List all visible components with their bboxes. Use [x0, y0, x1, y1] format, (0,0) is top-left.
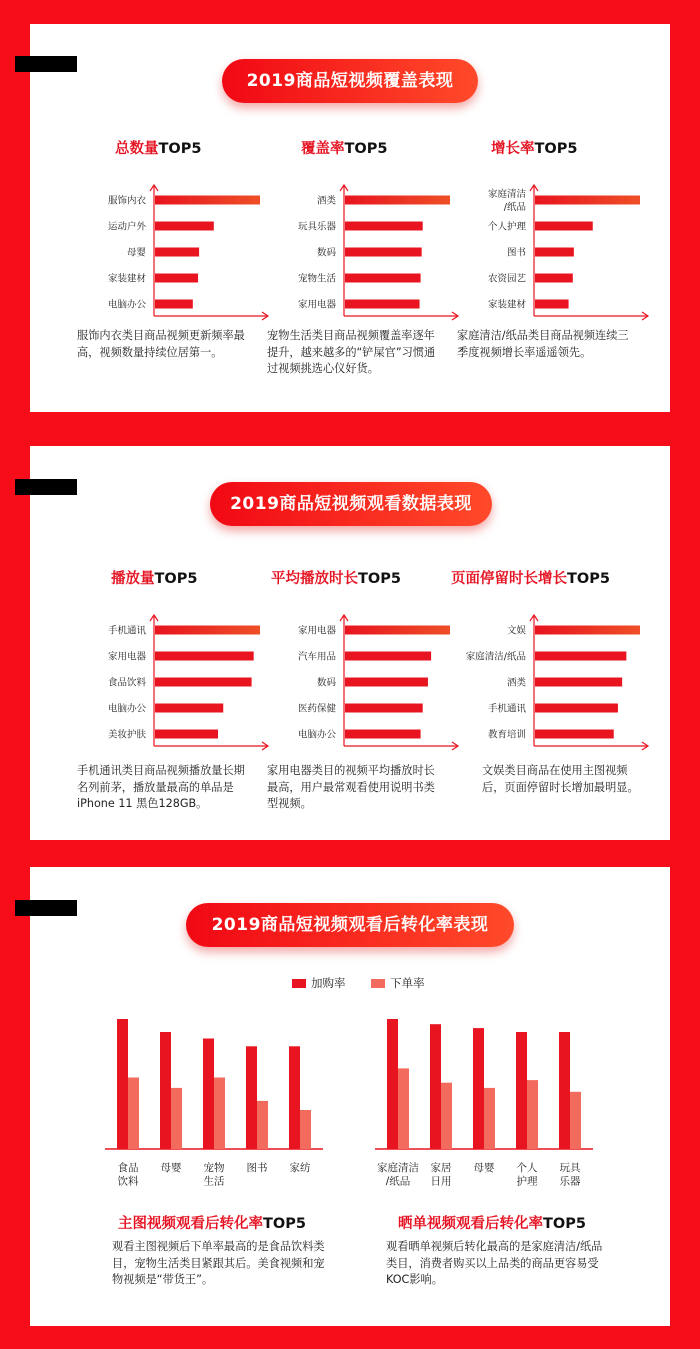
stay-time-growth-chart: [454, 610, 634, 770]
bar: [535, 300, 569, 309]
legend: [292, 975, 425, 991]
chart-description: 文娱类目商品在使用主图视频后，页面停留时长增加最明显。: [482, 764, 639, 794]
section-title-coverage: 2019商品短视频覆盖表现: [222, 59, 478, 103]
bar: [155, 222, 214, 231]
category-label: 医药保健: [297, 703, 336, 715]
category-label: 图书: [246, 1162, 268, 1174]
bar: [535, 704, 618, 713]
category-label: 乐器: [559, 1175, 581, 1188]
bar: [345, 274, 421, 283]
bar: [345, 652, 431, 661]
chart-title: 增长率TOP5: [491, 141, 578, 157]
category-label: 图书: [506, 247, 526, 259]
category-label: 个人护理: [487, 221, 526, 233]
bar: [155, 274, 198, 283]
chart-title: 总数量TOP5: [115, 141, 202, 157]
chart-description: 服饰内衣类目商品视频更新频率最高，视频数量持续位居第一。: [77, 329, 245, 359]
category-label: 汽车用品: [297, 651, 336, 663]
bar: [535, 274, 573, 283]
bar: [535, 196, 640, 205]
category-label: 电脑办公: [107, 299, 146, 311]
category-label: 美妆护肤: [107, 729, 146, 741]
category-label: 手机通讯: [107, 625, 146, 637]
bar-add-to-cart: [473, 1028, 484, 1149]
legend-item: 下单率: [371, 976, 425, 990]
bar: [535, 652, 626, 661]
category-label: 家庭清洁: [377, 1162, 419, 1174]
bar: [345, 222, 423, 231]
bar-order: [484, 1088, 495, 1149]
bar: [345, 626, 450, 635]
chart-title: 覆盖率TOP5: [301, 141, 388, 157]
section-title-viewing: 2019商品短视频观看数据表现: [210, 482, 492, 526]
bar: [155, 678, 252, 687]
category-label: 家装建材: [107, 273, 146, 285]
category-label: 玩具乐器: [297, 221, 336, 233]
legend-item: 加购率: [292, 976, 346, 990]
bar-add-to-cart: [246, 1046, 257, 1149]
chart-description: 观看晒单视频后转化最高的是家庭清洁/纸品类目，消费者购买以上品类的商品更容易受KOC影响。: [386, 1240, 603, 1286]
bar: [155, 704, 223, 713]
bar-add-to-cart: [430, 1024, 441, 1149]
bar-order: [398, 1068, 409, 1149]
category-label: 手机通讯: [487, 703, 526, 715]
bar: [155, 196, 260, 205]
chart-description: 手机通讯类目商品视频播放量长期名列前茅，播放量最高的单品是iPhone 11 黑色128GB。: [77, 764, 245, 810]
bar-add-to-cart: [117, 1019, 128, 1149]
growth-rate-chart: [454, 180, 634, 340]
section-tab: [15, 900, 77, 916]
bar-order: [171, 1088, 182, 1149]
category-label: 日用: [430, 1175, 452, 1188]
bar-order: [300, 1110, 311, 1149]
bar: [345, 196, 450, 205]
bar-add-to-cart: [387, 1019, 398, 1149]
category-label: 运动户外: [107, 221, 146, 233]
bar-order: [441, 1083, 452, 1149]
category-label: 饮料: [117, 1175, 139, 1188]
category-label: 家装建材: [487, 299, 526, 311]
category-label: 宠物生活: [297, 273, 336, 285]
legend-swatch: [371, 979, 385, 988]
category-label: 服饰内衣: [107, 195, 146, 207]
chart-title: 页面停留时长增长TOP5: [451, 571, 610, 587]
category-label: 教育培训: [487, 729, 526, 741]
section-title-conversion: 2019商品短视频观看后转化率表现: [186, 903, 514, 947]
category-label: 家用电器: [297, 299, 336, 311]
category-label: 家纺: [289, 1162, 311, 1174]
category-label: 护理: [516, 1175, 538, 1188]
chart-description: 宠物生活类目商品视频覆盖率逐年提升，越来越多的“铲屎官”习惯通过视频挑选心仪好货。: [267, 329, 436, 375]
bar: [535, 222, 593, 231]
review-video-conversion-chart: [375, 1005, 585, 1195]
category-label: 数码: [316, 247, 336, 259]
bar-order: [257, 1101, 268, 1149]
category-label: 家用电器: [107, 651, 146, 663]
category-label: 家庭清洁: [487, 189, 526, 200]
category-label: 酒类: [316, 195, 336, 207]
chart-title: 晒单视频观看后转化率TOP5: [398, 1216, 586, 1232]
category-label: 农资园艺: [487, 273, 526, 285]
bar: [155, 300, 193, 309]
bar: [155, 730, 218, 739]
category-label: 数码: [316, 677, 336, 689]
section-tab: [15, 479, 77, 495]
category-label: 玩具: [559, 1162, 581, 1174]
bar: [345, 300, 420, 309]
category-label: 宠物: [203, 1162, 225, 1174]
chart-description: 家用电器类目的视频平均播放时长最高，用户最常观看使用说明书类型视频。: [267, 764, 435, 810]
category-label: /纸品: [503, 202, 526, 213]
bar-add-to-cart: [203, 1039, 214, 1150]
bar-order: [570, 1092, 581, 1149]
bar-add-to-cart: [559, 1032, 570, 1149]
avg-play-time-chart: [264, 610, 444, 770]
category-label: 酒类: [506, 677, 526, 689]
legend-swatch: [292, 979, 306, 988]
chart-description: 家庭清洁/纸品类目商品视频连续三季度视频增长率遥遥领先。: [457, 329, 629, 359]
bar-add-to-cart: [289, 1046, 300, 1149]
bar-add-to-cart: [160, 1032, 171, 1149]
category-label: 母婴: [160, 1162, 182, 1174]
bar: [535, 626, 640, 635]
chart-description: 观看主图视频后下单率最高的是食品饮料类目，宠物生活类目紧跟其后。美食视频和宠物视频是“带货王”。: [112, 1240, 325, 1286]
bar-add-to-cart: [516, 1032, 527, 1149]
category-label: 生活: [203, 1175, 225, 1188]
chart-title: 主图视频观看后转化率TOP5: [118, 1216, 306, 1232]
bar: [535, 730, 614, 739]
bar: [345, 730, 421, 739]
coverage-panel: [30, 24, 670, 412]
bar: [345, 704, 423, 713]
category-label: 母婴: [126, 247, 146, 259]
category-label: 电脑办公: [107, 703, 146, 715]
bar: [155, 248, 199, 257]
bar-order: [527, 1080, 538, 1149]
total-count-chart: [74, 180, 254, 340]
category-label: 家庭清洁/纸品: [465, 651, 526, 663]
chart-title: 平均播放时长TOP5: [271, 571, 401, 587]
bar: [535, 678, 622, 687]
category-label: 食品: [117, 1162, 139, 1174]
viewing-panel: [30, 446, 670, 840]
category-label: 家用电器: [297, 625, 336, 637]
category-label: /纸品: [385, 1175, 411, 1188]
main-video-conversion-chart: [105, 1005, 315, 1195]
bar: [155, 626, 260, 635]
play-count-chart: [74, 610, 254, 770]
category-label: 母婴: [473, 1162, 495, 1174]
category-label: 家居: [430, 1162, 452, 1174]
section-tab: [15, 56, 77, 72]
coverage-rate-chart: [264, 180, 444, 340]
category-label: 个人: [516, 1162, 538, 1174]
category-label: 食品饮料: [107, 677, 146, 689]
chart-title: 播放量TOP5: [111, 571, 198, 587]
bar: [535, 248, 574, 257]
bar: [155, 652, 254, 661]
bar: [345, 248, 422, 257]
category-label: 文娱: [506, 625, 526, 637]
category-label: 电脑办公: [297, 729, 336, 741]
bar-order: [128, 1078, 139, 1150]
conversion-panel: [30, 867, 670, 1326]
bar: [345, 678, 428, 687]
bar-order: [214, 1078, 225, 1150]
